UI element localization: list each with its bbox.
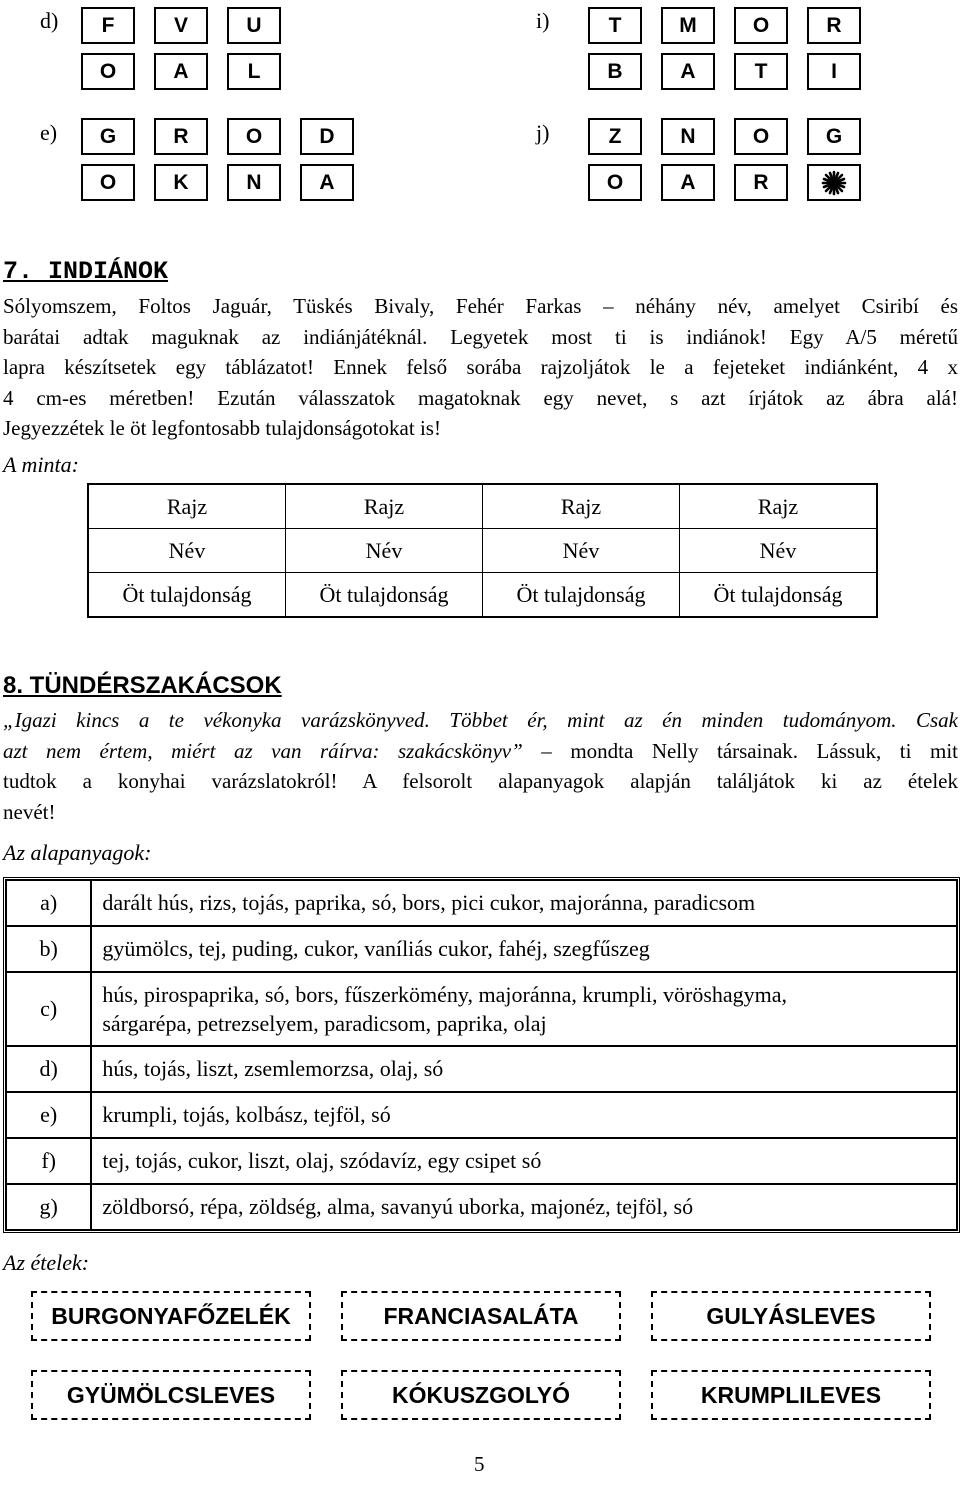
letter-cell: A <box>661 53 715 90</box>
ingredient-key: c) <box>6 972 91 1046</box>
letter-grid <box>588 7 861 90</box>
sample-cell: Öt tulajdonság <box>286 573 483 618</box>
letter-cell: L <box>227 53 281 90</box>
letter-cell: O <box>588 164 642 201</box>
letter-cell: A <box>661 164 715 201</box>
letter-cell: N <box>661 118 715 155</box>
starburst-icon <box>821 170 847 196</box>
dish-box: KÓKUSZGOLYÓ <box>341 1370 621 1420</box>
letter-cell: B <box>588 53 642 90</box>
sample-table <box>87 483 878 618</box>
puzzle-label: j) <box>536 120 550 145</box>
dish-box: GYÜMÖLCSLEVES <box>31 1370 311 1420</box>
sample-cell: Rajz <box>680 484 878 529</box>
ingredient-line: hús, pirospaprika, só, bors, fűszerkömény, majoránna, krumpli, vöröshagyma, <box>102 982 788 1007</box>
dishes-label: Az ételek: <box>3 1250 90 1275</box>
section7-paragraph <box>3 291 958 444</box>
letter-cell: Z <box>588 118 642 155</box>
sample-cell: Rajz <box>286 484 483 529</box>
sample-cell: Név <box>680 529 878 573</box>
dish-box: KRUMPLILEVES <box>651 1370 931 1420</box>
paragraph-line: Sólyomszem, Foltos Jaguár, Tüskés Bivaly, Fehér Farkas – néhány név, amelyet Csiribí és <box>3 294 958 318</box>
sample-cell: Rajz <box>88 484 286 529</box>
sample-label: A minta: <box>3 452 79 477</box>
quote-line: „Igazi kincs a te vékonyka varázskönyved. Többet ér, mint az én minden tudományom. Csak <box>3 708 958 732</box>
letter-grid <box>588 118 861 201</box>
letter-grid <box>81 118 354 201</box>
ingredient-list: gyümölcs, tej, puding, cukor, vaníliás cukor, fahéj, szegfűszeg <box>91 926 957 972</box>
paragraph-line: lapra készítsetek egy táblázatot! Ennek felső sorába rajzoljátok le a fejeteket indiánként, 4 x <box>3 355 958 379</box>
ingredients-table <box>3 877 960 1233</box>
sample-cell: Öt tulajdonság <box>680 573 878 618</box>
paragraph-line: 4 cm-es méretben! Ezután válasszatok magatoknak egy nevet, s azt írjátok az ábra alá! <box>3 385 958 410</box>
ingredient-list: hús, tojás, liszt, zsemlemorzsa, olaj, só <box>91 1046 957 1092</box>
paragraph-line <box>3 736 958 767</box>
quote-text: azt nem értem, miért az van ráírva: szakácskönyv” <box>3 738 523 763</box>
section-title-tunderszakacsok: 8. TÜNDÉRSZAKÁCSOK <box>3 672 282 699</box>
ingredient-list: krumpli, tojás, kolbász, tejföl, só <box>91 1092 957 1138</box>
letter-cell: R <box>734 164 788 201</box>
sample-cell: Rajz <box>483 484 680 529</box>
letter-cell: I <box>807 53 861 90</box>
ingredient-list: zöldborsó, répa, zöldség, alma, savanyú uborka, majonéz, tejföl, só <box>91 1184 957 1230</box>
letter-cell: O <box>81 164 135 201</box>
letter-cell: N <box>227 164 281 201</box>
ingredient-list: tej, tojás, cukor, liszt, olaj, szódavíz, egy csipet só <box>91 1138 957 1184</box>
section8-paragraph <box>3 705 958 827</box>
letter-cell: T <box>588 7 642 44</box>
letter-cell: O <box>734 7 788 44</box>
ingredient-key: e) <box>6 1092 91 1138</box>
letter-cell: O <box>81 53 135 90</box>
ingredient-line: sárgarépa, petrezselyem, paradicsom, paprika, olaj <box>102 1011 547 1036</box>
ingredient-key: g) <box>6 1184 91 1230</box>
letter-cell: O <box>227 118 281 155</box>
letter-cell: G <box>807 118 861 155</box>
dish-box: FRANCIASALÁTA <box>341 1291 621 1341</box>
letter-cell: U <box>227 7 281 44</box>
sample-cell: Név <box>483 529 680 573</box>
puzzle-label: e) <box>40 120 58 145</box>
letter-cell: R <box>154 118 208 155</box>
ingredient-key: a) <box>6 880 91 926</box>
letter-cell-star <box>807 164 861 201</box>
letter-cell: M <box>661 7 715 44</box>
ingredient-key: f) <box>6 1138 91 1184</box>
sample-cell: Név <box>286 529 483 573</box>
letter-cell: V <box>154 7 208 44</box>
letter-cell: A <box>154 53 208 90</box>
section-title-indianok: 7. INDIÁNOK <box>3 257 169 286</box>
ingredient-key: b) <box>6 926 91 972</box>
paragraph-line: tudtok a konyhai varázslatokról! A felsorolt alapanyagok alapján találjátok ki az ételek <box>3 769 958 793</box>
puzzle-label: i) <box>536 8 550 33</box>
sample-cell: Öt tulajdonság <box>88 573 286 618</box>
letter-cell: G <box>81 118 135 155</box>
dish-box: GULYÁSLEVES <box>651 1291 931 1341</box>
paragraph-line: nevét! <box>3 799 56 824</box>
ingredient-list: darált hús, rizs, tojás, paprika, só, bors, pici cukor, majoránna, paradicsom <box>91 880 957 926</box>
dish-box: BURGONYAFŐZELÉK <box>31 1291 311 1341</box>
letter-cell: K <box>154 164 208 201</box>
ingredients-label: Az alapanyagok: <box>3 840 152 865</box>
paragraph-line: barátai adtak maguknak az indiánjátéknál. Legyetek most ti is indiánok! Egy A/5 méretű <box>3 324 958 349</box>
puzzle-label: d) <box>40 8 59 33</box>
letter-cell: R <box>807 7 861 44</box>
ingredient-key: d) <box>6 1046 91 1092</box>
ingredient-list <box>91 972 957 1046</box>
letter-cell: D <box>300 118 354 155</box>
page-number: 5 <box>474 1452 485 1476</box>
letter-grid <box>81 7 354 90</box>
paragraph-text: – mondta Nelly társainak. Lássuk, ti mit <box>522 738 958 763</box>
letter-cell: O <box>734 118 788 155</box>
sample-cell: Név <box>88 529 286 573</box>
letter-cell: T <box>734 53 788 90</box>
sample-cell: Öt tulajdonság <box>483 573 680 618</box>
letter-cell: F <box>81 7 135 44</box>
paragraph-line: Jegyezzétek le öt legfontosabb tulajdonságotokat is! <box>3 416 441 440</box>
letter-cell: A <box>300 164 354 201</box>
